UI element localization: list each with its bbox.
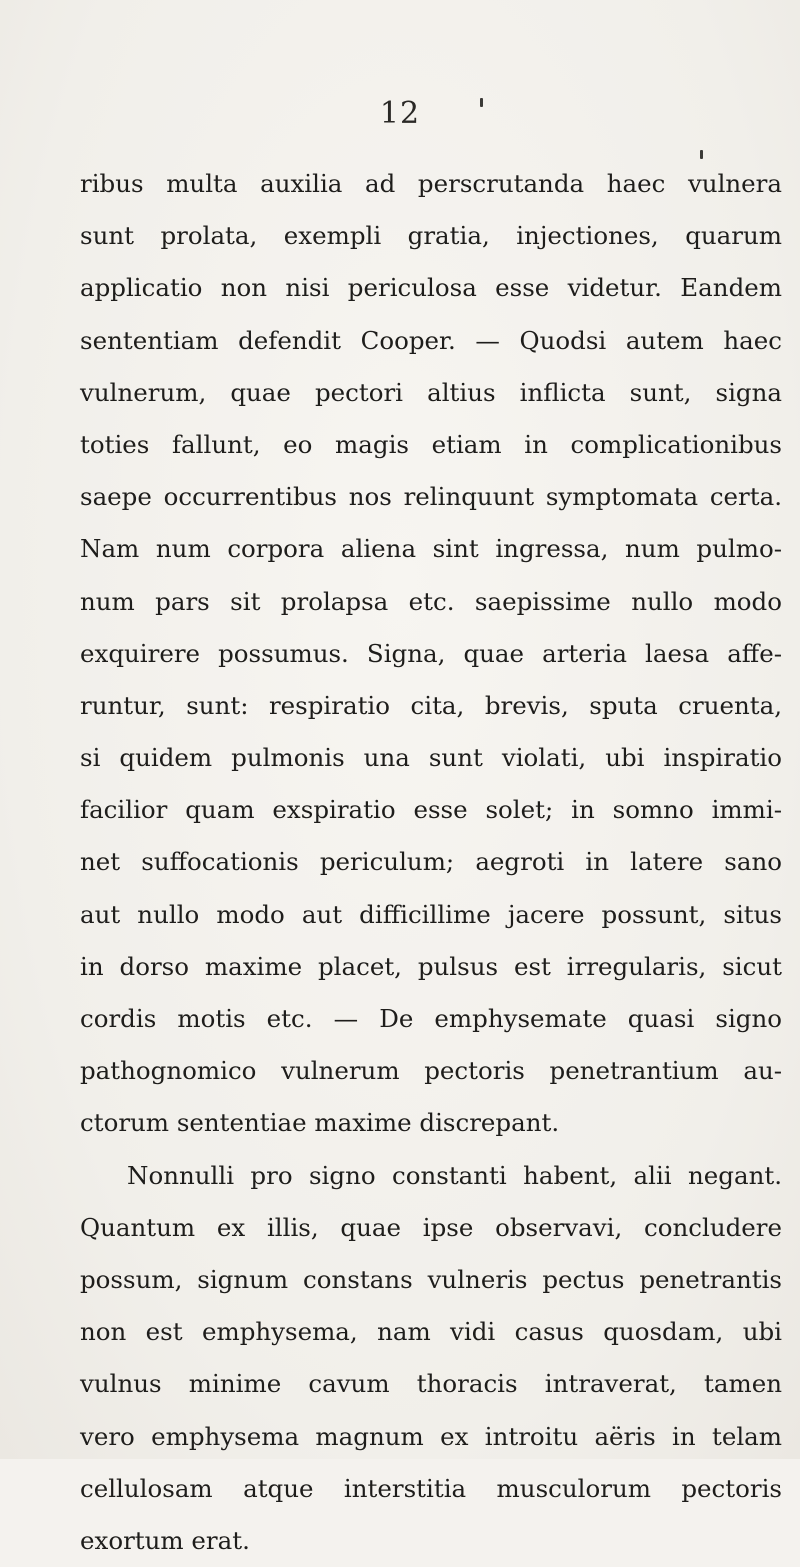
text-line: Quantum ex illis, quae ipse observavi, concludere [80,1212,782,1242]
text-line: toties fallunt, eo magis etiam in complicationibus [80,429,782,459]
text-line: vulnus minime cavum thoracis intraverat, tamen [80,1369,782,1399]
text-line: exquirere possumus. Signa, quae arteria laesa affe- [80,638,782,668]
text-line: in dorso maxime placet, pulsus est irregularis, sicut [80,951,782,981]
text-line: exortum erat. [80,1525,250,1555]
body-text [80,158,782,1567]
text-line: vulnerum, quae pectori altius inflicta sunt, signa [80,377,782,407]
text-line: ribus multa auxilia ad perscrutanda haec vulnera [80,169,782,198]
text-line: vero emphysema magnum ex introitu aëris in telam [80,1421,782,1451]
text-line: possum, signum constans vulneris pectus penetrantis [80,1264,782,1294]
text-line: runtur, sunt: respiratio cita, brevis, sputa cruenta, [80,690,782,720]
text-line: facilior quam exspiratio esse solet; in somno immi- [80,795,782,825]
text-line: cordis motis etc. — De emphysemate quasi signo [80,1004,782,1033]
text-line: net suffocationis periculum; aegroti in latere sano [80,847,782,877]
paragraph-first-line: Nonnulli pro signo constanti habent, alii negant. [127,1160,782,1190]
text-line: applicatio non nisi periculosa esse videtur. Eandem [80,273,782,303]
text-line: saepe occurrentibus nos relinquunt symptomata certa. [80,482,782,512]
text-line: non est emphysema, nam vidi casus quosdam, ubi [80,1317,782,1347]
text-line: sententiam defendit Cooper. — Quodsi autem haec [80,325,782,355]
text-line: pathognomico vulnerum pectoris penetrantium au- [80,1056,782,1086]
text-line: num pars sit prolapsa etc. saepissime nullo modo [80,586,782,616]
text-line: cellulosam atque interstitia musculorum pectoris [80,1473,782,1503]
text-line: aut nullo modo aut difficillime jacere possunt, situs [80,899,782,929]
page-number: 12 [379,96,421,131]
text-line: Nam num corpora aliena sint ingressa, num pulmo- [80,534,782,564]
text-line: ctorum sententiae maxime discrepant. [80,1108,560,1138]
text-line: sunt prolata, exempli gratia, injectiones, quarum [80,221,782,251]
text-line: si quidem pulmonis una sunt violati, ubi inspiratio [80,743,782,773]
